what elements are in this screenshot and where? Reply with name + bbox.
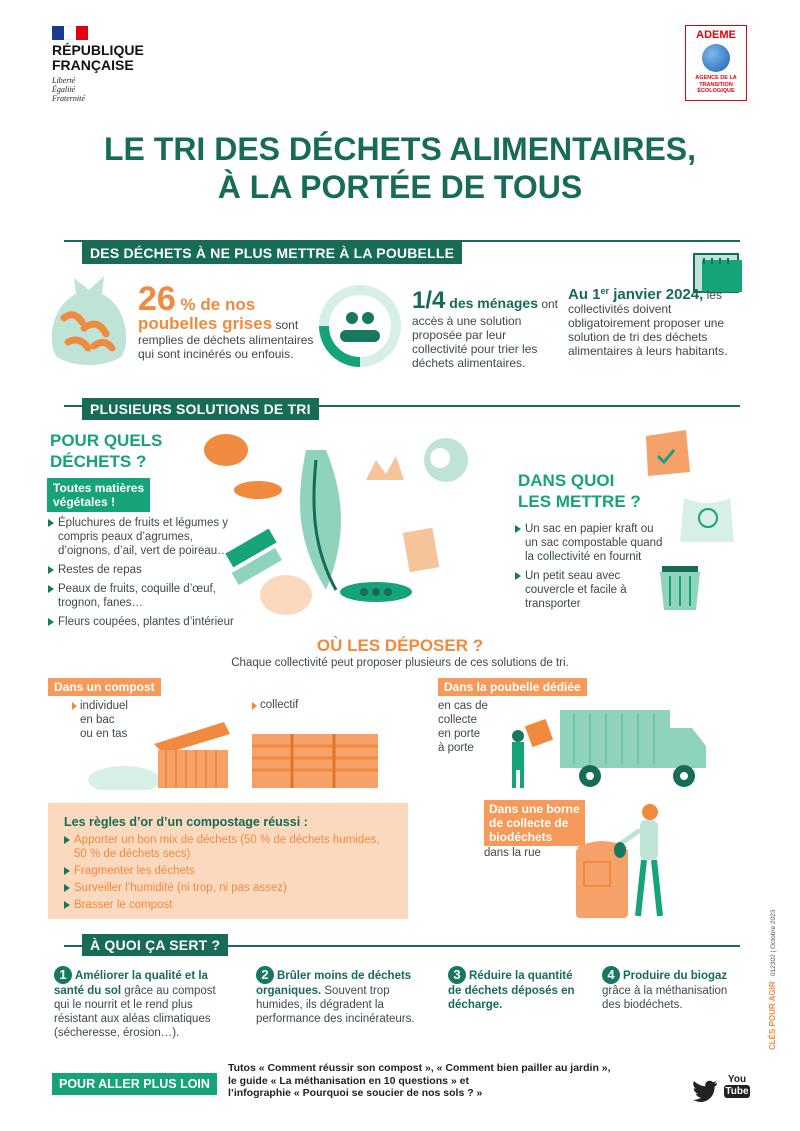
title-line-2: À LA PORTÉE DE TOUS — [217, 169, 583, 205]
list-item: Fragmenter les déchets — [64, 864, 392, 878]
side-reference: 012302 | Octobre 2023 — [770, 909, 777, 976]
list-item: Un petit seau avec couvercle et facile à transporter — [515, 569, 663, 611]
list-item: Peaux de fruits, coquille d’œuf, trognon, fanes… — [48, 582, 238, 610]
bin-tag: Dans la poubelle dédiée — [438, 678, 587, 696]
benefit-1-bold: Améliorer la qualité et la santé du sol — [54, 970, 208, 997]
borne-tag-1: Dans une borne — [489, 802, 580, 816]
compost-ind-2: en bac — [80, 714, 115, 726]
number-2: 2 — [256, 966, 274, 984]
which-title-1: POUR QUELS — [50, 431, 163, 450]
compost-ind-3: ou en tas — [80, 728, 128, 740]
borne-text: dans la rue — [484, 847, 541, 859]
benefit-4 — [602, 966, 742, 1012]
which-tag-2: végétales ! — [53, 495, 116, 509]
stat3-sup: er — [600, 286, 610, 296]
bin-text-3: en porte — [438, 728, 481, 740]
compost-tag: Dans un compost — [48, 678, 161, 696]
youtube-icon[interactable] — [724, 1074, 750, 1098]
deposit-title: OÙ LES DÉPOSER ? — [316, 636, 484, 655]
stat-quarter — [412, 288, 562, 370]
collective-compost-illustration — [252, 728, 378, 788]
quarter-donut-icon — [318, 284, 402, 368]
youtube-tube: Tube — [725, 1086, 749, 1097]
rules-list — [64, 833, 392, 912]
deposit-subtitle: Chaque collectivité peut proposer plusieurs de ces solutions de tri. — [231, 657, 569, 669]
motto-1: Liberté — [52, 76, 76, 85]
rules-box — [48, 803, 408, 919]
rf-line2: FRANÇAISE — [52, 57, 134, 73]
stat3-prefix: Au 1 — [568, 286, 601, 303]
ademe-wordmark: ADEME — [696, 29, 736, 41]
twitter-icon[interactable] — [692, 1080, 718, 1102]
collection-point-illustration — [570, 800, 670, 920]
where-title-1: DANS QUOI — [518, 471, 615, 490]
list-item: Brasser le compost — [64, 898, 392, 912]
bin-text-4: à porte — [438, 742, 474, 754]
compost-bin-illustration — [84, 704, 244, 790]
stat-2024 — [568, 284, 728, 358]
where-list — [515, 522, 663, 616]
food-waste-illustration — [196, 420, 496, 620]
benefit-4-text: grâce à la méthanisation des biodéchets. — [602, 985, 728, 1011]
where-title — [518, 470, 641, 512]
benefit-2-text: Souvent trop humides, ils dégradent la performance des incinérateurs. — [256, 985, 415, 1025]
benefit-3 — [448, 966, 578, 1012]
list-item: Épluchures de fruits et légumes y compris peaux d’agrumes, d’oignons, d’ail, vert de poireau… — [48, 516, 238, 558]
stat1-text: sont remplies de déchets alimentaires qui sont incinérés ou enfouis. — [138, 318, 314, 361]
benefit-1 — [54, 966, 224, 1040]
list-item: Restes de repas — [48, 563, 238, 577]
rf-line1: RÉPUBLIQUE — [52, 42, 144, 58]
list-item: Un sac en papier kraft ou un sac compostable quand la collectivité en fournit — [515, 522, 663, 564]
stat3-bold: janvier 2024, — [609, 286, 704, 303]
more-text-3[interactable]: l’infographie « Pourquoi se soucier de nos sols ? » — [228, 1087, 483, 1099]
bin-text-2: collecte — [438, 714, 477, 726]
page-title — [0, 130, 800, 206]
ademe-logo — [685, 25, 747, 101]
section1-heading: DES DÉCHETS À NE PLUS METTRE À LA POUBELLE — [82, 242, 462, 264]
which-title — [50, 430, 162, 472]
stat1-big: 26 — [138, 280, 176, 318]
stat2-big: 1/4 — [412, 287, 446, 314]
motto-3: Fraternité — [52, 94, 85, 103]
more-text[interactable] — [228, 1062, 611, 1100]
compostable-bag-icon — [676, 488, 738, 548]
paper-bag-icon — [640, 428, 692, 478]
republique-logo — [52, 26, 144, 103]
where-title-2: LES METTRE ? — [518, 492, 641, 511]
which-tag-1: Toutes matières — [53, 481, 145, 495]
side-brand: CLÉS POUR AGIR — [768, 981, 777, 1050]
benefit-4-bold: Produire du biogaz — [623, 970, 728, 982]
benefit-1-text: grâce au compost qui le nourrit et le rend plus résistant aux aléas climatiques (sécheresse, érosion…). — [54, 985, 216, 1039]
stat1-bold: % de nos poubelles grises — [138, 295, 273, 333]
garbage-truck-illustration — [504, 700, 710, 792]
which-title-2: DÉCHETS ? — [50, 452, 147, 471]
trash-bag-icon — [44, 268, 134, 368]
number-1: 1 — [54, 966, 72, 984]
benefit-2-bold: Brûler moins de déchets organiques. — [256, 970, 412, 997]
rules-title: Les règles d’or d’un compostage réussi : — [64, 815, 308, 829]
stat2-text: ont accès à une solution proposée par leur collectivité pour trier les déchets alimentaires. — [412, 297, 558, 370]
more-text-1[interactable]: Tutos « Comment réussir son compost », « Comment bien pailler au jardin », — [228, 1062, 611, 1074]
marianne-flag — [52, 26, 88, 40]
list-item: Fleurs coupées, plantes d’intérieur — [48, 615, 238, 629]
number-4: 4 — [602, 966, 620, 984]
compost-coll-label: collectif — [260, 699, 299, 711]
more-label: POUR ALLER PLUS LOIN — [52, 1073, 217, 1095]
borne-tag-3: biodéchets — [489, 830, 553, 844]
list-item: Surveiller l’humidité (ni trop, ni pas assez) — [64, 881, 392, 895]
motto-2: Égalité — [52, 85, 76, 94]
which-tag — [47, 478, 150, 512]
compost-collective — [252, 699, 298, 711]
bin-text — [438, 699, 488, 755]
section4-heading: À QUOI ÇA SERT ? — [82, 934, 228, 956]
borne-tag-2: de collecte de — [489, 816, 569, 830]
list-item: Apporter un bon mix de déchets (50 % de déchets humides, 50 % de déchets secs) — [64, 833, 392, 861]
stat3-text: les collectivités doivent obligatoirement proposer une solution de tri des déchets alimentaires à leurs habitants. — [568, 288, 728, 358]
compost-ind-label: individuel — [80, 700, 128, 712]
stat2-bold: des ménages — [445, 295, 538, 311]
stat-26 — [138, 280, 318, 361]
youtube-you: You — [727, 1074, 747, 1085]
benefit-3-bold: Réduire la quantité de déchets déposés en décharge. — [448, 970, 575, 1011]
number-3: 3 — [448, 966, 466, 984]
bin-text-1: en cas de — [438, 700, 488, 712]
title-line-1: LE TRI DES DÉCHETS ALIMENTAIRES, — [103, 131, 697, 167]
globe-icon — [702, 44, 730, 72]
ademe-sub-2: TRANSITION — [699, 81, 733, 88]
benefit-2 — [256, 966, 426, 1026]
ademe-sub-3: ÉCOLOGIQUE — [697, 88, 735, 94]
section2-heading: PLUSIEURS SOLUTIONS DE TRI — [82, 398, 319, 420]
ademe-sub-1: AGENCE DE LA — [695, 75, 737, 81]
more-text-2[interactable]: le guide « La méthanisation en 10 questions » et — [228, 1074, 469, 1087]
